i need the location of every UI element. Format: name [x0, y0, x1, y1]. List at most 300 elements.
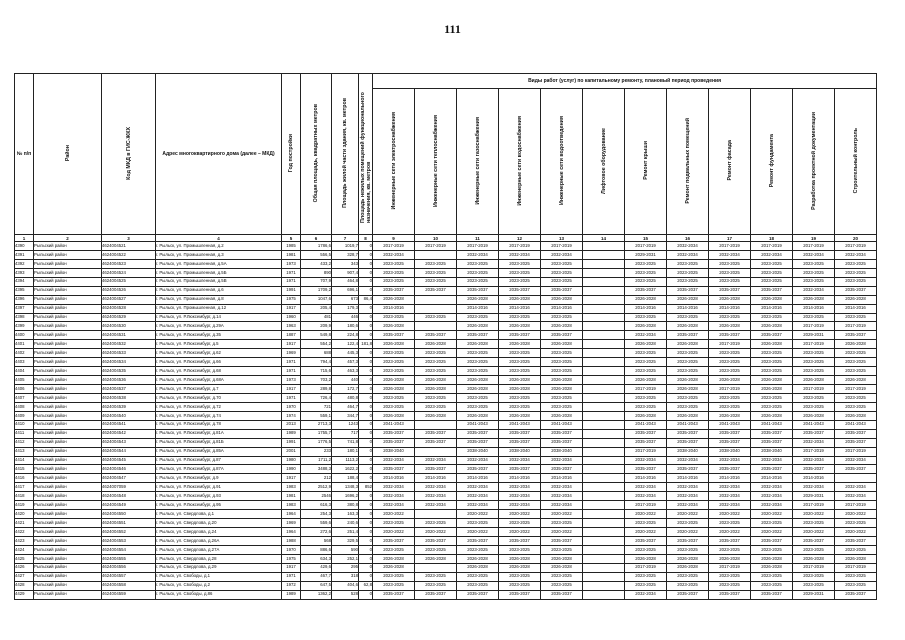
row-work-period: 2023-2025 — [499, 313, 541, 322]
row-work-period: 2035-2037 — [415, 590, 457, 599]
row-work-period: 2035-2037 — [541, 286, 583, 295]
row-number: 4393 — [15, 268, 34, 277]
row-work-period: 2026-2028 — [751, 295, 793, 304]
row-work-period: 2032-2034 — [499, 501, 541, 510]
row-work-period: 2029-2031 — [793, 331, 835, 340]
row-code: 4624004538 — [102, 393, 156, 402]
row-work-period: 2026-2028 — [457, 385, 499, 394]
row-work-period: 2026-2028 — [373, 563, 415, 572]
row-number: 4424 — [15, 545, 34, 554]
row-work-period: 2032-2034 — [625, 456, 667, 465]
row-nonres-area: 62,8 — [359, 581, 373, 590]
row-year: 1980 — [282, 456, 301, 465]
row-work-period: 2014-2016 — [457, 474, 499, 483]
row-work-period: 2023-2025 — [667, 367, 709, 376]
header-work-14: Лифтовое оборудование — [583, 89, 625, 235]
row-address: г. Рыльск, ул. Свободы, д.86 — [156, 590, 282, 599]
header-work-12: Инженерные сети водоснабжения — [499, 89, 541, 235]
row-work-period: 2014-2016 — [709, 304, 751, 313]
row-work-period: 2026-2028 — [457, 340, 499, 349]
row-living-area: 480,8 — [332, 393, 359, 402]
row-work-period: 2035-2037 — [373, 286, 415, 295]
row-work-period — [583, 545, 625, 554]
column-number: 18 — [751, 235, 793, 242]
row-total-area: 707,9 — [301, 277, 332, 286]
row-work-period: 2032-2034 — [793, 438, 835, 447]
row-work-period: 2014-2016 — [667, 474, 709, 483]
row-work-period: 2017-2019 — [625, 447, 667, 456]
row-address: г. Рыльск, ул. Р.Люксембург, д.85А — [156, 447, 282, 456]
row-work-period: 2023-2025 — [499, 358, 541, 367]
row-work-period: 2032-2034 — [667, 483, 709, 492]
row-work-period: 2023-2025 — [415, 349, 457, 358]
row-code: 4624007059 — [102, 483, 156, 492]
column-number: 16 — [667, 235, 709, 242]
row-work-period: 2023-2025 — [373, 402, 415, 411]
row-work-period: 2032-2034 — [667, 456, 709, 465]
row-work-period: 2032-2034 — [541, 492, 583, 501]
row-work-period: 2026-2028 — [541, 385, 583, 394]
row-total-area: 272,6 — [301, 528, 332, 537]
row-number: 4402 — [15, 349, 34, 358]
column-number: 6 — [301, 235, 332, 242]
row-work-period — [583, 242, 625, 251]
row-district: Рыльский район — [34, 501, 102, 510]
row-code: 4624004542 — [102, 429, 156, 438]
row-year: 1991 — [282, 438, 301, 447]
row-work-period: 2026-2028 — [751, 385, 793, 394]
row-work-period: 2023-2025 — [541, 358, 583, 367]
row-work-period: 2023-2025 — [541, 519, 583, 528]
row-work-period: 2026-2028 — [499, 554, 541, 563]
row-year: 1981 — [282, 250, 301, 259]
row-work-period: 2032-2034 — [499, 456, 541, 465]
table-row — [15, 340, 877, 349]
row-work-period: 2023-2025 — [709, 572, 751, 581]
table-row — [15, 349, 877, 358]
row-living-area: 440 — [332, 376, 359, 385]
row-work-period: 2035-2037 — [499, 429, 541, 438]
column-number: 3 — [102, 235, 156, 242]
row-work-period: 2023-2025 — [457, 358, 499, 367]
row-work-period: 2035-2037 — [499, 536, 541, 545]
row-work-period: 2035-2037 — [751, 429, 793, 438]
row-work-period: 2023-2025 — [541, 367, 583, 376]
table-row — [15, 393, 877, 402]
row-work-period — [415, 295, 457, 304]
row-work-period — [583, 447, 625, 456]
row-work-period: 2035-2037 — [415, 331, 457, 340]
row-work-period: 2023-2025 — [499, 268, 541, 277]
row-living-area: 464,7 — [332, 402, 359, 411]
row-work-period: 2023-2025 — [835, 259, 877, 268]
row-district: Рыльский район — [34, 483, 102, 492]
row-work-period: 2026-2028 — [373, 411, 415, 420]
row-work-period: 2041-2043 — [625, 420, 667, 429]
row-work-period: 2026-2028 — [793, 554, 835, 563]
row-work-period: 2023-2025 — [373, 393, 415, 402]
row-nonres-area: 0 — [359, 349, 373, 358]
row-work-period: 2023-2025 — [373, 519, 415, 528]
row-work-period — [415, 510, 457, 519]
row-total-area: 3488,3 — [301, 465, 332, 474]
row-code: 4624004532 — [102, 340, 156, 349]
row-work-period: 2032-2034 — [751, 492, 793, 501]
row-year: 2013 — [282, 420, 301, 429]
header-living-area: Площадь жилой части здания, кв. метров — [332, 74, 359, 235]
row-living-area: 445,3 — [332, 349, 359, 358]
row-work-period: 2026-2028 — [793, 295, 835, 304]
row-work-period: 2023-2025 — [625, 402, 667, 411]
row-number: 4409 — [15, 411, 34, 420]
row-work-period: 2023-2025 — [625, 519, 667, 528]
row-living-area: 329,5 — [332, 536, 359, 545]
row-work-period: 2014-2016 — [793, 304, 835, 313]
row-work-period: 2026-2028 — [793, 411, 835, 420]
row-work-period: 2032-2034 — [667, 250, 709, 259]
row-work-period: 2023-2025 — [667, 277, 709, 286]
row-work-period — [583, 286, 625, 295]
row-work-period: 2032-2034 — [751, 483, 793, 492]
row-work-period: 2023-2025 — [373, 277, 415, 286]
row-work-period: 2023-2025 — [751, 402, 793, 411]
row-work-period: 2023-2025 — [709, 393, 751, 402]
table-row — [15, 456, 877, 465]
row-work-period: 2017-2019 — [751, 242, 793, 251]
row-work-period: 2032-2034 — [457, 250, 499, 259]
row-nonres-area: 0 — [359, 438, 373, 447]
header-work-10: Инженерные сети теплоснабжения — [415, 89, 457, 235]
row-work-period: 2020-2022 — [667, 510, 709, 519]
row-work-period: 2035-2037 — [835, 429, 877, 438]
row-number: 4425 — [15, 554, 34, 563]
row-nonres-area: 0 — [359, 411, 373, 420]
row-work-period: 2026-2028 — [709, 376, 751, 385]
row-work-period: 2023-2025 — [751, 313, 793, 322]
row-work-period: 2032-2034 — [373, 456, 415, 465]
table-row — [15, 313, 877, 322]
row-work-period: 2023-2025 — [793, 393, 835, 402]
header-work-20: Строительный контроль — [835, 89, 877, 235]
row-nonres-area: 0 — [359, 536, 373, 545]
row-work-period: 2023-2025 — [709, 367, 751, 376]
row-work-period: 2026-2028 — [415, 385, 457, 394]
row-work-period: 2035-2037 — [835, 438, 877, 447]
row-work-period: 2023-2025 — [457, 402, 499, 411]
row-number: 4419 — [15, 501, 34, 510]
row-work-period: 2014-2016 — [373, 474, 415, 483]
row-work-period: 2023-2025 — [457, 268, 499, 277]
row-district: Рыльский район — [34, 474, 102, 483]
table-row — [15, 519, 877, 528]
row-district: Рыльский район — [34, 528, 102, 537]
column-number: 19 — [793, 235, 835, 242]
row-total-area: 647,5 — [301, 581, 332, 590]
row-work-period: 2026-2028 — [667, 322, 709, 331]
row-total-area: 568 — [301, 536, 332, 545]
row-number: 4418 — [15, 492, 34, 501]
row-address: г. Рыльск, ул. Промышленная, д.6 — [156, 286, 282, 295]
row-work-period: 2038-2040 — [499, 447, 541, 456]
row-work-period: 2023-2025 — [793, 367, 835, 376]
row-nonres-area: 0 — [359, 456, 373, 465]
row-work-period: 2026-2028 — [499, 376, 541, 385]
row-district: Рыльский район — [34, 250, 102, 259]
row-work-period: 2032-2034 — [709, 492, 751, 501]
table-row — [15, 492, 877, 501]
row-work-period: 2038-2040 — [541, 447, 583, 456]
row-work-period — [583, 474, 625, 483]
row-year: 1917 — [282, 385, 301, 394]
row-work-period: 2017-2019 — [499, 242, 541, 251]
row-work-period: 2023-2025 — [541, 581, 583, 590]
row-work-period: 2023-2025 — [667, 393, 709, 402]
row-work-period: 2017-2019 — [793, 242, 835, 251]
row-number: 4426 — [15, 563, 34, 572]
column-number: 20 — [835, 235, 877, 242]
row-district: Рыльский район — [34, 536, 102, 545]
row-living-area: 344,7 — [332, 411, 359, 420]
row-work-period: 2035-2037 — [793, 536, 835, 545]
row-work-period: 2023-2025 — [625, 545, 667, 554]
row-living-area: 224,8 — [332, 331, 359, 340]
row-work-period: 2023-2025 — [667, 581, 709, 590]
row-work-period: 2035-2037 — [793, 465, 835, 474]
row-work-period: 2032-2034 — [541, 501, 583, 510]
row-work-period — [583, 554, 625, 563]
row-work-period: 2020-2022 — [541, 510, 583, 519]
row-address: г. Рыльск, ул. Промышленная, д.5Б — [156, 268, 282, 277]
row-living-area: 741,8 — [332, 438, 359, 447]
row-work-period — [583, 563, 625, 572]
row-work-period: 2032-2034 — [373, 250, 415, 259]
column-number: 9 — [373, 235, 415, 242]
row-work-period: 2035-2037 — [835, 536, 877, 545]
row-district: Рыльский район — [34, 447, 102, 456]
row-work-period: 2014-2016 — [625, 304, 667, 313]
row-work-period: 2023-2025 — [751, 519, 793, 528]
row-nonres-area: 0 — [359, 554, 373, 563]
row-work-period: 2026-2028 — [751, 340, 793, 349]
row-work-period: 2035-2037 — [457, 465, 499, 474]
row-work-period: 2032-2034 — [709, 501, 751, 510]
row-work-period: 2020-2022 — [541, 528, 583, 537]
row-address: г. Рыльск, ул. Р.Люксембург, д.87 — [156, 456, 282, 465]
row-number: 4422 — [15, 528, 34, 537]
row-work-period: 2026-2028 — [835, 295, 877, 304]
row-year: 1989 — [282, 590, 301, 599]
table-row — [15, 385, 877, 394]
row-work-period: 2026-2028 — [625, 376, 667, 385]
row-work-period — [583, 581, 625, 590]
row-number: 4428 — [15, 581, 34, 590]
row-total-area: 429,6 — [301, 563, 332, 572]
row-work-period: 2023-2025 — [667, 358, 709, 367]
row-work-period: 2023-2025 — [835, 358, 877, 367]
row-year: 1917 — [282, 340, 301, 349]
row-address: г. Рыльск, ул. Р.Люксембург, д.35 — [156, 331, 282, 340]
row-work-period: 2023-2025 — [457, 349, 499, 358]
row-total-area: 556,5 — [301, 250, 332, 259]
header-work-19: Разработка проектной документации — [793, 89, 835, 235]
row-work-period: 2023-2025 — [709, 545, 751, 554]
row-work-period: 2026-2028 — [625, 411, 667, 420]
row-work-period: 2014-2016 — [499, 474, 541, 483]
row-work-period: 2023-2025 — [499, 367, 541, 376]
row-work-period: 2023-2025 — [625, 572, 667, 581]
row-work-period: 2026-2028 — [751, 563, 793, 572]
row-nonres-area: 0 — [359, 313, 373, 322]
row-work-period: 2023-2025 — [457, 572, 499, 581]
row-work-period: 2023-2025 — [499, 393, 541, 402]
column-number: 12 — [499, 235, 541, 242]
row-work-period: 2023-2025 — [709, 349, 751, 358]
row-year: 1970 — [282, 545, 301, 554]
row-district: Рыльский район — [34, 456, 102, 465]
row-address: г. Рыльск, ул. Р.Люксембург, д.72 — [156, 402, 282, 411]
row-work-period: 2023-2025 — [751, 358, 793, 367]
row-total-area: 289,8 — [301, 385, 332, 394]
row-nonres-area: 0 — [359, 519, 373, 528]
row-total-area: 1362,2 — [301, 590, 332, 599]
row-work-period — [583, 376, 625, 385]
row-work-period: 2035-2037 — [625, 429, 667, 438]
row-work-period: 2035-2037 — [667, 465, 709, 474]
row-code: 4624004526 — [102, 286, 156, 295]
row-work-period: 2017-2019 — [709, 340, 751, 349]
row-work-period — [583, 536, 625, 545]
row-district: Рыльский район — [34, 420, 102, 429]
row-code: 4624004525 — [102, 277, 156, 286]
row-year: 1964 — [282, 510, 301, 519]
row-work-period: 2026-2028 — [835, 554, 877, 563]
row-year: 1974 — [282, 411, 301, 420]
row-work-period: 2035-2037 — [415, 286, 457, 295]
row-number: 4420 — [15, 510, 34, 519]
row-work-period: 2017-2019 — [835, 501, 877, 510]
row-work-period: 2035-2037 — [373, 429, 415, 438]
row-work-period: 2023-2025 — [373, 572, 415, 581]
row-work-period: 2023-2025 — [541, 259, 583, 268]
row-district: Рыльский район — [34, 295, 102, 304]
row-work-period: 2020-2022 — [667, 528, 709, 537]
row-work-period: 2023-2025 — [751, 581, 793, 590]
row-living-area: 252,1 — [332, 554, 359, 563]
row-living-area: 251,4 — [332, 528, 359, 537]
row-nonres-area: 0 — [359, 242, 373, 251]
row-code: 4624004541 — [102, 420, 156, 429]
row-work-period: 2026-2028 — [793, 376, 835, 385]
row-work-period: 2026-2028 — [541, 554, 583, 563]
row-work-period: 2026-2028 — [835, 340, 877, 349]
row-work-period: 2035-2037 — [751, 590, 793, 599]
row-work-period: 2026-2028 — [667, 340, 709, 349]
row-work-period: 2026-2028 — [499, 563, 541, 572]
row-work-period: 2020-2022 — [499, 510, 541, 519]
row-work-period: 2023-2025 — [667, 402, 709, 411]
row-work-period — [583, 358, 625, 367]
row-work-period: 2023-2025 — [709, 313, 751, 322]
row-total-area: 254,3 — [301, 510, 332, 519]
row-total-area: 1776,5 — [301, 438, 332, 447]
row-living-area: 907,4 — [332, 268, 359, 277]
row-address: г. Рыльск, ул. Промышленная, д.5В — [156, 277, 282, 286]
row-total-area: 1709,2 — [301, 286, 332, 295]
row-district: Рыльский район — [34, 304, 102, 313]
row-work-period: 2035-2037 — [835, 590, 877, 599]
row-address: г. Рыльск, ул. Р.Люксембург, д.74 — [156, 411, 282, 420]
row-total-area: 634,3 — [301, 554, 332, 563]
row-number: 4405 — [15, 376, 34, 385]
row-living-area: 446 — [332, 313, 359, 322]
row-work-period: 2017-2019 — [625, 563, 667, 572]
row-work-period — [583, 510, 625, 519]
row-number: 4400 — [15, 331, 34, 340]
row-work-period: 2020-2022 — [751, 528, 793, 537]
row-work-period: 2035-2037 — [751, 536, 793, 545]
row-work-period: 2035-2037 — [667, 429, 709, 438]
row-year: 1971 — [282, 393, 301, 402]
row-work-period: 2023-2025 — [415, 545, 457, 554]
row-work-period: 2035-2037 — [373, 536, 415, 545]
row-work-period: 2035-2037 — [415, 438, 457, 447]
table-row — [15, 268, 877, 277]
row-number: 4414 — [15, 456, 34, 465]
table-row — [15, 510, 877, 519]
row-nonres-area: 0 — [359, 492, 373, 501]
row-work-period: 2023-2025 — [415, 519, 457, 528]
row-work-period: 2023-2025 — [835, 581, 877, 590]
row-year: 1971 — [282, 277, 301, 286]
row-number: 4412 — [15, 438, 34, 447]
row-work-period: 2038-2040 — [667, 447, 709, 456]
header-total-area: Общая площадь, квадратных метров — [301, 74, 332, 235]
row-work-period: 2038-2040 — [457, 447, 499, 456]
row-work-period: 2035-2037 — [499, 438, 541, 447]
row-year: 1983 — [282, 501, 301, 510]
row-work-period — [415, 420, 457, 429]
row-work-period: 2032-2034 — [541, 250, 583, 259]
row-living-area: 172,7 — [332, 385, 359, 394]
row-district: Рыльский район — [34, 411, 102, 420]
row-nonres-area: 0 — [359, 250, 373, 259]
row-work-period: 2017-2019 — [709, 385, 751, 394]
row-address: г. Рыльск, ул. Свободы, д.2 — [156, 581, 282, 590]
row-work-period: 2017-2019 — [415, 242, 457, 251]
row-year: 1975 — [282, 554, 301, 563]
row-work-period: 2020-2022 — [415, 528, 457, 537]
row-work-period — [583, 429, 625, 438]
row-work-period: 2023-2025 — [667, 545, 709, 554]
row-work-period: 2035-2037 — [373, 331, 415, 340]
row-work-period: 2035-2037 — [835, 286, 877, 295]
column-number: 11 — [457, 235, 499, 242]
row-work-period: 2023-2025 — [835, 277, 877, 286]
row-year: 1973 — [282, 259, 301, 268]
row-work-period: 2032-2034 — [793, 483, 835, 492]
row-work-period: 2023-2025 — [457, 367, 499, 376]
table-row — [15, 528, 877, 537]
row-work-period: 2023-2025 — [373, 349, 415, 358]
row-total-area: 688 — [301, 349, 332, 358]
table-row — [15, 259, 877, 268]
row-work-period — [583, 367, 625, 376]
row-work-period: 2020-2022 — [457, 510, 499, 519]
row-work-period: 2023-2025 — [667, 313, 709, 322]
row-work-period: 2041-2043 — [751, 420, 793, 429]
row-year: 2001 — [282, 447, 301, 456]
row-year: 1917 — [282, 474, 301, 483]
